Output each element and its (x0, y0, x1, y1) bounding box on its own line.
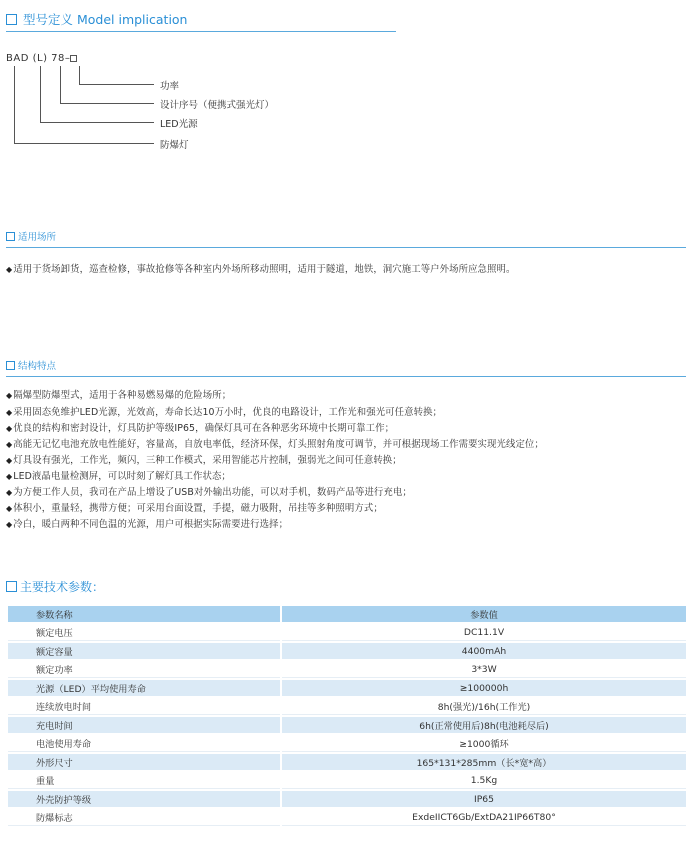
model-section-underline (6, 31, 396, 32)
model-section-title-text: 型号定义 Model implication (23, 12, 188, 27)
model-code-power-box (70, 55, 77, 62)
param-value: 8h(强光)/16h(工作光) (282, 698, 686, 715)
feature-line: ◆隔爆型防爆型式，适用于各种易燃易爆的危险场所； (6, 390, 232, 401)
table-row (8, 735, 686, 752)
features-section-title (6, 358, 56, 372)
table-row (8, 643, 686, 659)
usage-section-title-text: 适用场所 (18, 232, 57, 243)
param-name: 额定容量 (8, 643, 280, 659)
diamond-bullet-icon: ◆ (6, 391, 13, 400)
param-name: 额定功率 (8, 661, 280, 678)
feature-line: ◆为方便工作人员，我司在产品上增设了USB对外输出功能，可以对手机，数码产品等进行充电； (6, 487, 412, 498)
model-code-prefix: BAD (6, 53, 29, 64)
feature-line: ◆高能无记忆电池充放电性能好，容量高，自放电率低，经济环保，灯头照射角度可调节，并可根据现场工作需要实现光线定位； (6, 439, 544, 450)
param-name: 光源（LED）平均使用寿命 (8, 680, 280, 696)
header-param-name: 参数名称 (8, 606, 280, 622)
square-bullet-icon (6, 361, 15, 370)
param-name: 额定电压 (8, 624, 280, 641)
feature-line: ◆优良的结构和密封设计，灯具防护等级IP65，确保灯具可在各种恶劣环境中长期可靠工作； (6, 423, 395, 434)
model-code-led: (L) (32, 53, 48, 64)
usage-section-rule (6, 247, 686, 248)
square-bullet-icon (6, 232, 15, 241)
diamond-bullet-icon: ◆ (6, 520, 13, 529)
params-table-header (8, 606, 686, 622)
param-name: 充电时间 (8, 717, 280, 733)
param-value: ≥1000循环 (282, 735, 686, 752)
table-row (8, 754, 686, 770)
param-name: 连续放电时间 (8, 698, 280, 715)
table-row (8, 791, 686, 807)
param-value: 4400mAh (282, 643, 686, 659)
features-section-title-text: 结构特点 (18, 361, 57, 372)
param-name: 外壳防护等级 (8, 791, 280, 807)
bracket-line-led (40, 66, 41, 123)
bracket-line-led-h (40, 122, 154, 123)
bracket-line-design (60, 66, 61, 104)
feature-line: ◆采用固态免维护LED光源，光效高，寿命长达10万小时，优良的电路设计，工作光和强光可任意转换； (6, 407, 443, 418)
diamond-bullet-icon: ◆ (6, 472, 13, 481)
diamond-bullet-icon: ◆ (6, 265, 13, 274)
params-section-title (6, 578, 104, 595)
bracket-line-power-h (79, 84, 154, 85)
table-row (8, 624, 686, 641)
feature-line: ◆灯具设有强光，工作光，频闪，三种工作模式，采用智能芯片控制，强弱光之间可任意转换； (6, 455, 402, 466)
features-section-rule (6, 376, 686, 377)
diamond-bullet-icon: ◆ (6, 424, 13, 433)
param-value: 3*3W (282, 661, 686, 678)
model-code-number: 78– (51, 53, 71, 64)
param-value: ExdeIICT6Gb/ExtDA21IP66T80° (282, 809, 686, 826)
label-led-source: LED光源 (160, 119, 198, 130)
table-row (8, 772, 686, 789)
param-value: ≥100000h (282, 680, 686, 696)
bracket-line-power (79, 66, 80, 85)
param-value: 6h(正常使用后)8h(电池耗尽后) (282, 717, 686, 733)
label-explosion-proof: 防爆灯 (160, 140, 189, 151)
table-row (8, 717, 686, 733)
square-bullet-icon (6, 581, 17, 592)
diamond-bullet-icon: ◆ (6, 504, 13, 513)
bracket-line-design-h (60, 103, 154, 104)
params-section-title-text: 主要技术参数： (20, 580, 105, 594)
param-value: 1.5Kg (282, 772, 686, 789)
usage-section-title (6, 229, 56, 243)
table-row (8, 809, 686, 826)
feature-line: ◆LED液晶电量检测屏，可以时刻了解灯具工作状态； (6, 471, 231, 482)
bracket-line-bad (14, 66, 15, 144)
param-name: 重量 (8, 772, 280, 789)
feature-line: ◆冷白，暖白两种不同色温的光源，用户可根据实际需要进行选择； (6, 519, 289, 530)
label-design-serial: 设计序号（便携式强光灯） (160, 100, 275, 111)
diamond-bullet-icon: ◆ (6, 488, 13, 497)
param-name: 电池使用寿命 (8, 735, 280, 752)
model-section-title (6, 10, 187, 28)
header-param-value: 参数值 (282, 606, 686, 622)
square-bullet-icon (6, 14, 17, 25)
param-name: 防爆标志 (8, 809, 280, 826)
param-value: 165*131*285mm（长*宽*高） (282, 754, 686, 770)
params-table (8, 604, 686, 828)
table-row (8, 661, 686, 678)
table-row (8, 680, 686, 696)
diamond-bullet-icon: ◆ (6, 456, 13, 465)
model-code (6, 53, 77, 64)
feature-line: ◆体积小，重量轻，携带方便；可采用台面设置，手提，磁力吸附，吊挂等多种照明方式； (6, 503, 383, 514)
table-row (8, 698, 686, 715)
param-value: IP65 (282, 791, 686, 807)
diamond-bullet-icon: ◆ (6, 408, 13, 417)
diamond-bullet-icon: ◆ (6, 440, 13, 449)
bracket-line-bad-h (14, 143, 154, 144)
label-power: 功率 (160, 81, 180, 92)
param-value: DC11.1V (282, 624, 686, 641)
usage-line: ◆适用于货场卸货，巡查检修，事故抢修等各种室内外场所移动照明，适用于隧道，地铁，洞穴施工等户外场所应急照明。 (6, 264, 516, 275)
param-name: 外形尺寸 (8, 754, 280, 770)
